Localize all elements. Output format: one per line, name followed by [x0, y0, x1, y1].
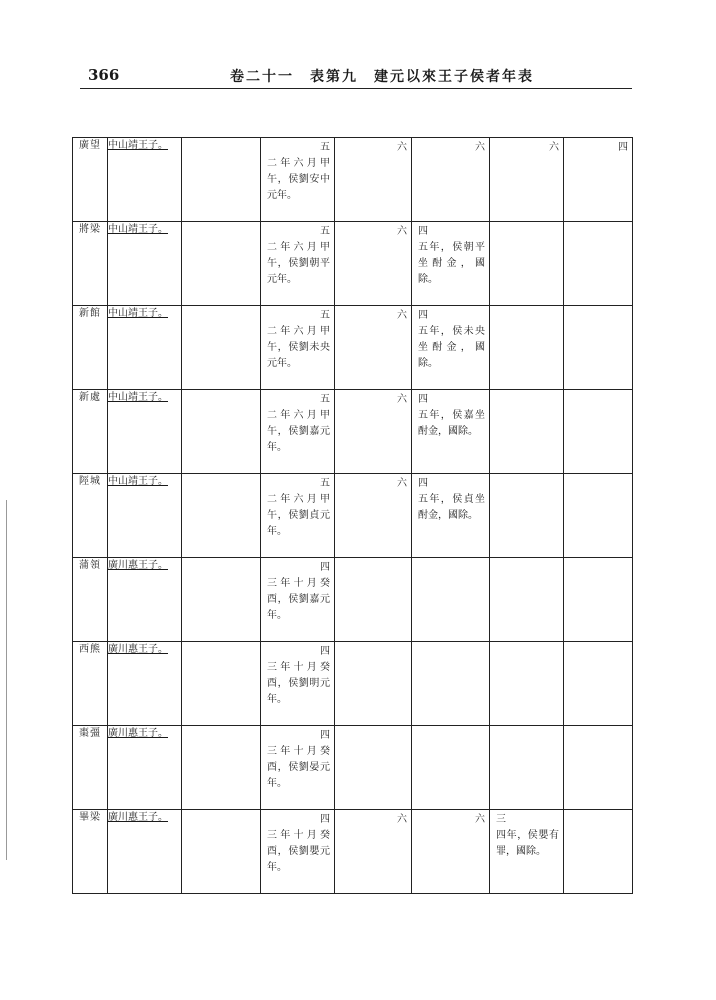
table-row — [73, 558, 633, 642]
header-rule — [80, 88, 632, 89]
period-cell — [412, 558, 490, 642]
year-count: 四 — [320, 814, 330, 825]
period-cell — [490, 726, 564, 810]
period-cell-content — [261, 390, 334, 456]
event-note: 二年六月甲午，侯劉貞元年。 — [267, 494, 330, 537]
period-cell-content — [261, 726, 334, 792]
lineage-cell — [108, 222, 182, 306]
table-row — [73, 222, 633, 306]
period-cell-content — [335, 474, 411, 492]
year-count: 六 — [397, 310, 407, 321]
year-count: 四 — [320, 730, 330, 741]
lineage-cell — [108, 726, 182, 810]
period-cell — [335, 810, 412, 894]
period-cell — [564, 642, 633, 726]
period-cell — [335, 306, 412, 390]
lineage-cell — [108, 474, 182, 558]
event-note: 四年，侯嬰有罪，國除。 — [496, 830, 559, 857]
year-count: 六 — [397, 814, 407, 825]
table-row — [73, 726, 633, 810]
period-cell-content — [335, 810, 411, 828]
lineage-text: 中山靖王子。 — [108, 392, 168, 403]
table-body — [73, 138, 633, 894]
empty-cell — [182, 558, 261, 642]
period-cell — [564, 138, 633, 222]
period-cell — [261, 726, 335, 810]
period-cell-content — [412, 810, 489, 828]
year-count: 四 — [418, 394, 428, 405]
period-cell — [490, 390, 564, 474]
year-count: 五 — [320, 310, 330, 321]
period-cell-content — [261, 306, 334, 372]
period-cell-content — [564, 390, 632, 392]
period-cell — [564, 306, 633, 390]
year-count: 四 — [418, 226, 428, 237]
empty-cell — [182, 810, 261, 894]
period-cell-content — [564, 306, 632, 308]
year-count: 五 — [320, 226, 330, 237]
year-count: 四 — [618, 142, 628, 153]
binding-margin-line — [6, 500, 7, 860]
period-cell — [335, 390, 412, 474]
period-cell-content — [412, 558, 489, 560]
event-note: 三年十月癸酉，侯劉晏元年。 — [267, 746, 330, 789]
year-count: 三 — [496, 814, 506, 825]
empty-cell — [182, 222, 261, 306]
period-cell-content — [335, 642, 411, 644]
empty-cell — [182, 306, 261, 390]
year-count: 六 — [475, 142, 485, 153]
period-cell — [335, 642, 412, 726]
empty-cell — [182, 474, 261, 558]
running-title: 卷二十一 表第九 建元以來王子侯者年表 — [230, 69, 534, 85]
period-cell-content — [490, 474, 563, 476]
lineage-text: 中山靖王子。 — [108, 308, 168, 319]
period-cell-content — [564, 642, 632, 644]
period-cell-content — [564, 474, 632, 476]
event-note: 五年，侯貞坐酎金，國除。 — [418, 494, 485, 521]
period-cell-content — [490, 726, 563, 728]
period-cell — [564, 558, 633, 642]
period-cell — [412, 306, 490, 390]
period-cell — [564, 474, 633, 558]
period-cell — [490, 474, 564, 558]
period-cell — [564, 726, 633, 810]
period-cell — [412, 810, 490, 894]
period-cell — [335, 222, 412, 306]
period-cell-content — [490, 642, 563, 644]
period-cell-content — [490, 558, 563, 560]
event-note: 二年六月甲午，侯劉朝平元年。 — [267, 242, 330, 285]
lineage-cell — [108, 810, 182, 894]
period-cell — [261, 306, 335, 390]
year-count: 四 — [418, 310, 428, 321]
event-note: 二年六月甲午，侯劉安中元年。 — [267, 158, 330, 201]
lineage-text: 中山靖王子。 — [108, 476, 168, 487]
lineage-cell — [108, 642, 182, 726]
period-cell — [412, 222, 490, 306]
event-note: 三年十月癸酉，侯劉嬰元年。 — [267, 830, 330, 873]
period-cell — [335, 474, 412, 558]
year-count: 四 — [320, 646, 330, 657]
period-cell — [261, 222, 335, 306]
period-cell-content — [490, 306, 563, 308]
event-note: 二年六月甲午，侯劉嘉元年。 — [267, 410, 330, 453]
period-cell — [564, 810, 633, 894]
period-cell — [564, 390, 633, 474]
period-cell-content — [412, 726, 489, 728]
period-cell-content — [412, 222, 489, 288]
period-cell — [412, 474, 490, 558]
period-cell — [490, 306, 564, 390]
period-cell — [261, 474, 335, 558]
period-cell — [335, 138, 412, 222]
empty-cell — [182, 138, 261, 222]
lineage-text: 中山靖王子。 — [108, 224, 168, 235]
period-cell-content — [335, 558, 411, 560]
table-row — [73, 390, 633, 474]
fief-name-cell: 棗彊 — [73, 726, 108, 810]
period-cell-content — [490, 138, 563, 156]
fief-name-cell: 新處 — [73, 390, 108, 474]
period-cell-content — [564, 222, 632, 224]
period-cell-content — [564, 558, 632, 560]
year-count: 六 — [397, 226, 407, 237]
empty-cell — [182, 726, 261, 810]
event-note: 五年，侯未央坐酎金，國除。 — [418, 326, 485, 369]
period-cell — [261, 390, 335, 474]
event-note: 三年十月癸酉，侯劉嘉元年。 — [267, 578, 330, 621]
fief-name-cell: 畢梁 — [73, 810, 108, 894]
period-cell-content — [490, 810, 563, 860]
year-count: 五 — [320, 394, 330, 405]
period-cell — [490, 558, 564, 642]
table-row — [73, 810, 633, 894]
fief-name-cell: 新館 — [73, 306, 108, 390]
period-cell-content — [261, 642, 334, 708]
fief-name-cell: 蒲領 — [73, 558, 108, 642]
year-table — [72, 137, 633, 894]
lineage-cell — [108, 390, 182, 474]
period-cell-content — [261, 474, 334, 540]
year-count: 六 — [397, 142, 407, 153]
period-cell — [261, 810, 335, 894]
year-count: 六 — [549, 142, 559, 153]
period-cell-content — [412, 390, 489, 440]
period-cell — [412, 138, 490, 222]
lineage-text: 中山靖王子。 — [108, 140, 168, 151]
table-row — [73, 306, 633, 390]
period-cell-content — [564, 138, 632, 156]
period-cell-content — [412, 474, 489, 524]
page-number: 366 — [88, 66, 120, 84]
period-cell — [335, 726, 412, 810]
period-cell-content — [335, 222, 411, 240]
period-cell-content — [412, 138, 489, 156]
period-cell — [490, 222, 564, 306]
table-row — [73, 138, 633, 222]
period-cell-content — [564, 726, 632, 728]
year-count: 五 — [320, 142, 330, 153]
year-count: 六 — [397, 394, 407, 405]
period-cell-content — [335, 306, 411, 324]
fief-name-cell: 將梁 — [73, 222, 108, 306]
table-row — [73, 474, 633, 558]
period-cell — [261, 138, 335, 222]
lineage-text: 廣川惠王子。 — [108, 644, 168, 655]
period-cell — [335, 558, 412, 642]
period-cell-content — [335, 390, 411, 408]
event-note: 三年十月癸酉，侯劉明元年。 — [267, 662, 330, 705]
fief-name-cell: 陘城 — [73, 474, 108, 558]
period-cell-content — [261, 558, 334, 624]
period-cell — [261, 558, 335, 642]
year-count: 六 — [397, 478, 407, 489]
year-count: 四 — [418, 478, 428, 489]
period-cell — [261, 642, 335, 726]
period-cell — [490, 642, 564, 726]
period-cell — [412, 726, 490, 810]
period-cell-content — [412, 642, 489, 644]
period-cell-content — [564, 810, 632, 812]
period-cell-content — [261, 138, 334, 204]
table-row — [73, 642, 633, 726]
lineage-cell — [108, 138, 182, 222]
year-count: 四 — [320, 562, 330, 573]
empty-cell — [182, 642, 261, 726]
fief-name-cell: 廣望 — [73, 138, 108, 222]
event-note: 二年六月甲午，侯劉未央元年。 — [267, 326, 330, 369]
lineage-text: 廣川惠王子。 — [108, 560, 168, 571]
year-count: 五 — [320, 478, 330, 489]
period-cell — [412, 390, 490, 474]
lineage-cell — [108, 558, 182, 642]
period-cell — [564, 222, 633, 306]
lineage-cell — [108, 306, 182, 390]
period-cell-content — [335, 138, 411, 156]
period-cell-content — [335, 726, 411, 728]
period-cell-content — [412, 306, 489, 372]
period-cell — [490, 810, 564, 894]
fief-name-cell: 西熊 — [73, 642, 108, 726]
empty-cell — [182, 390, 261, 474]
lineage-text: 廣川惠王子。 — [108, 812, 168, 823]
period-cell-content — [261, 810, 334, 876]
lineage-text: 廣川惠王子。 — [108, 728, 168, 739]
period-cell-content — [261, 222, 334, 288]
event-note: 五年，侯嘉坐酎金，國除。 — [418, 410, 485, 437]
year-count: 六 — [475, 814, 485, 825]
period-cell — [490, 138, 564, 222]
period-cell — [412, 642, 490, 726]
event-note: 五年，侯朝平坐酎金，國除。 — [418, 242, 485, 285]
period-cell-content — [490, 222, 563, 224]
period-cell-content — [490, 390, 563, 392]
